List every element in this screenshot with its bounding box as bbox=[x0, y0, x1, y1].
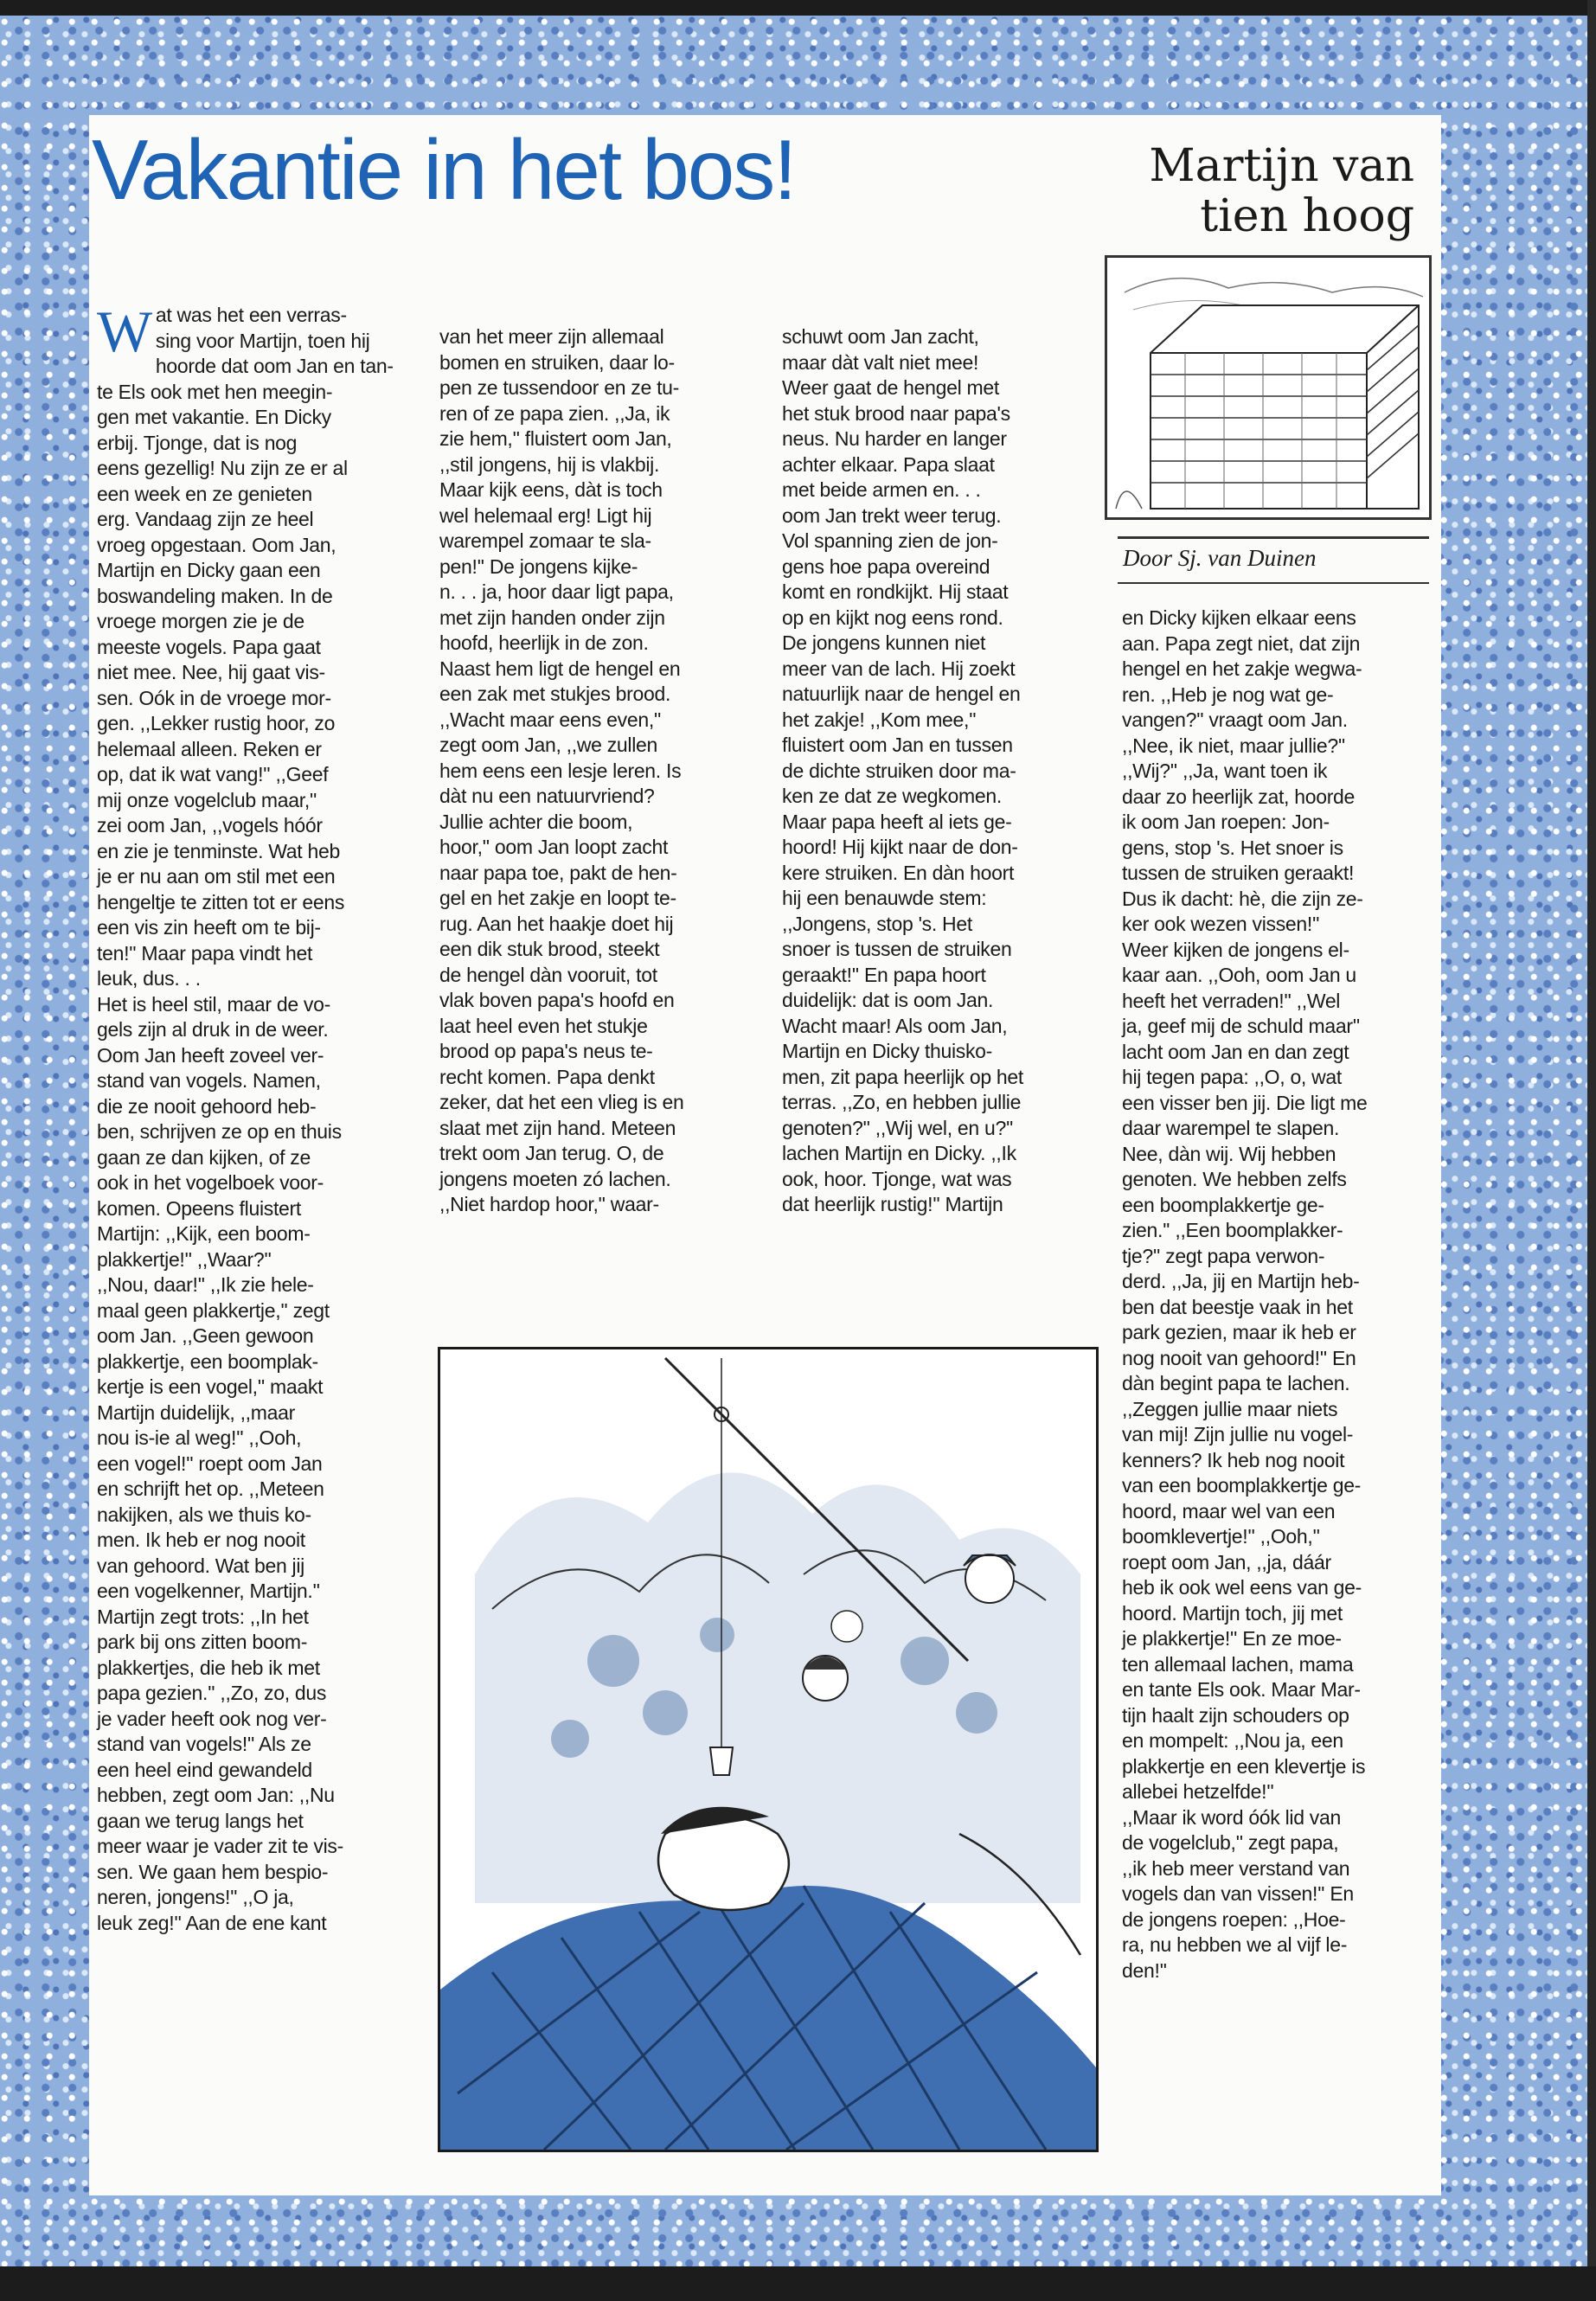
series-heading bbox=[1086, 141, 1414, 241]
byline-rule-top bbox=[1118, 536, 1429, 539]
fishing-scene-illustration bbox=[438, 1347, 1099, 2152]
article-column-3: schuwt oom Jan zacht, maar dàt valt niet mee! Weer gaat de hengel met het stuk brood naar papa's neus. Nu harder en langer achter elkaar. Papa slaat met beide armen en. . . oom Jan trekt weer terug. Vol spanning zien de jon- gens hoe papa overeind komt en rondkijkt. Hij staat op en kijkt nog eens rond. De jongens kunnen niet meer van de lach. Hij zoekt natuurlijk naar de hengel en het zakje! ,,Kom mee,'' fluistert oom Jan en tussen de dichte struiken door ma- ken ze dat ze wegkomen. Maar papa heeft al iets ge- hoord! Hij kijkt naar de don- kere struiken. En dàn hoort hij een benauwde stem: ,,Jongens, stop 's. Het snoer is tussen de struiken geraakt!'' En papa hoort duidelijk: dat is oom Jan. Wacht maar! Als oom Jan, Martijn en Dicky thuisko- men, zit papa heerlijk op het terras. ,,Zo, en hebben jullie genoten?'' ,,Wij wel, en u?'' lachen Martijn en Dicky. ,,Ik ook, hoor. Tjonge, wat was dat heerlijk rustig!'' Martijn bbox=[782, 325, 1023, 1215]
byline-rule-bottom bbox=[1118, 582, 1429, 584]
apartment-building-illustration bbox=[1105, 255, 1432, 520]
scan-bottom-edge bbox=[0, 2266, 1596, 2301]
author-byline: Door Sj. van Duinen bbox=[1123, 545, 1317, 571]
article-column-2: van het meer zijn allemaal bomen en struiken, daar lo- pen ze tussendoor en ze tu- ren of ze papa zien. ,,Ja, ik zie hem,'' fluistert oom Jan, ,,stil jongens, hij is vlakbij. Maar kijk eens, dàt is toch wel helemaal erg! Ligt hij warempel zomaar te sla- pen!'' De jongens kijke- n. . . ja, hoor daar ligt papa, met zijn handen onder zijn hoofd, heerlijk in de zon. Naast hem ligt de hengel en een zak met stukjes brood. ,,Wacht maar eens even,'' zegt oom Jan, ,,we zullen hem eens een lesje leren. Is dàt nu een natuurvriend? Jullie achter die boom, hoor,'' oom Jan loopt zacht naar papa toe, pakt de hen- gel en het zakje en loopt te- rug. Aan het haakje doet hij een dik stuk brood, steekt de hengel dàn vooruit, tot vlak boven papa's hoofd en laat heel even het stukje brood op papa's neus te- recht komen. Papa denkt zeker, dat het een vlieg is en slaat met zijn hand. Meteen trekt oom Jan terug. O, de jongens moeten zó lachen. ,,Niet hardop hoor,'' waar- bbox=[439, 325, 684, 1215]
series-heading-line2: tien hoog bbox=[1200, 190, 1414, 242]
series-heading-line1: Martijn van bbox=[1149, 140, 1414, 192]
article-column-1-text: at was het een verras- sing voor Martijn, toen hij hoorde dat oom Jan en tan- te Els ook met hen meegin- gen met vakantie. En Dicky erbij. Tjonge, dat is nog eens gezellig! Nu zijn ze er al een week en ze genieten erg. Vandaag zijn ze heel vroeg opgestaan. Oom Jan, Martijn en Dicky gaan een boswandeling maken. In de vroege morgen zie je de meeste vogels. Papa gaat niet mee. Nee, hij gaat vis- sen. Oók in de vroege mor- gen. ,,Lekker rustig hoor, zo helemaal alleen. Reken er op, dat ik wat vang!'' ,,Geef mij onze vogelclub maar,'' zei oom Jan, ,,vogels hóór en zie je tenminste. Wat heb je er nu aan om stil met een hengeltje te zitten tot er eens een vis zin heeft om te bij- ten!'' Maar papa vindt het leuk, dus. . . Het is heel stil, maar de vo- gels zijn al druk in de weer. Oom Jan heeft zoveel ver- stand van vogels. Namen, die ze nooit gehoord heb- ben, schrijven ze op en thuis gaan ze dan kijken, of ze ook in het vogelboek voor- komen. Opeens fluistert Martijn: ,,Kijk, een boom- plakkertje!'' ,,Waar?'' ,,Nou, daar!'' ,,Ik zie hele- maal geen plakkertje,'' zegt oom Jan. ,,Geen gewoon plakkertje, een boomplak- kertje is een vogel,'' maakt Martijn duidelijk, ,,maar nou is-ie al weg!'' ,,Ooh, een vogel!'' roept oom Jan en schrijft het op. ,,Meteen nakijken, als we thuis ko- men. Ik heb er nog nooit van gehoord. Wat ben jij een vogelkenner, Martijn.'' Martijn zegt trots: ,,In het park bij ons zitten boom- plakkertjes, die heb ik met papa gezien.'' ,,Zo, zo, dus je vader heeft ook nog ver- stand van vogels!'' Als ze een heel eind gewandeld hebben, zegt oom Jan: ,,Nu gaan we terug langs het meer waar je vader zit te vis- sen. We gaan hem bespio- neren, jongens!'' ,,O ja, leuk zeg!'' Aan de ene kant bbox=[97, 304, 394, 1934]
page-title: Vakantie in het bos! bbox=[92, 122, 796, 217]
scan-right-edge bbox=[1587, 0, 1596, 2301]
drop-cap: W bbox=[97, 298, 152, 364]
article-column-4: en Dicky kijken elkaar eens aan. Papa zegt niet, dat zijn hengel en het zakje wegwa- ren. ,,Heb je nog wat ge- vangen?'' vraagt oom Jan. ,,Nee, ik niet, maar jullie?'' ,,Wij?'' ,,Ja, want toen ik daar zo heerlijk zat, hoorde ik oom Jan roepen: Jon- gens, stop 's. Het snoer is tussen de struiken geraakt! Dus ik dacht: hè, die zijn ze- ker ook wezen vissen!'' Weer kijken de jongens el- kaar aan. ,,Ooh, oom Jan u heeft het verraden!'' ,,Wel ja, geef mij de schuld maar'' lacht oom Jan en dan zegt hij tegen papa: ,,O, o, wat een visser ben jij. Die ligt me daar warempel te slapen. Nee, dàn wij. Wij hebben genoten. We hebben zelfs een boomplakkertje ge- zien.'' ,,Een boomplakker- tje?'' zegt papa verwon- derd. ,,Ja, jij en Martijn heb- ben dat beestje vaak in het park gezien, maar ik heb er nog nooit van gehoord!'' En dàn begint papa te lachen. ,,Zeggen jullie maar niets van mij! Zijn jullie nu vogel- kenners? Ik heb nog nooit van een boomplakkertje ge- hoord, maar wel van een boomklevertje!'' ,,Ooh,'' roept oom Jan, ,,ja, dáár heb ik ook wel eens van ge- hoord. Martijn toch, jij met je plakkertje!'' En ze moe- ten allemaal lachen, mama en tante Els ook. Maar Mar- tijn haalt zijn schouders op en mompelt: ,,Nou ja, een plakkertje en een klevertje is allebei hetzelfde!'' ,,Maar ik word óók lid van de vogelclub,'' zegt papa, ,,ik heb meer verstand van vogels dan van vissen!'' En de jongens roepen: ,,Hoe- ra, nu hebben we al vijf le- den!'' bbox=[1122, 606, 1368, 1982]
scan-top-edge bbox=[0, 0, 1596, 16]
article-column-1 bbox=[97, 298, 417, 1936]
